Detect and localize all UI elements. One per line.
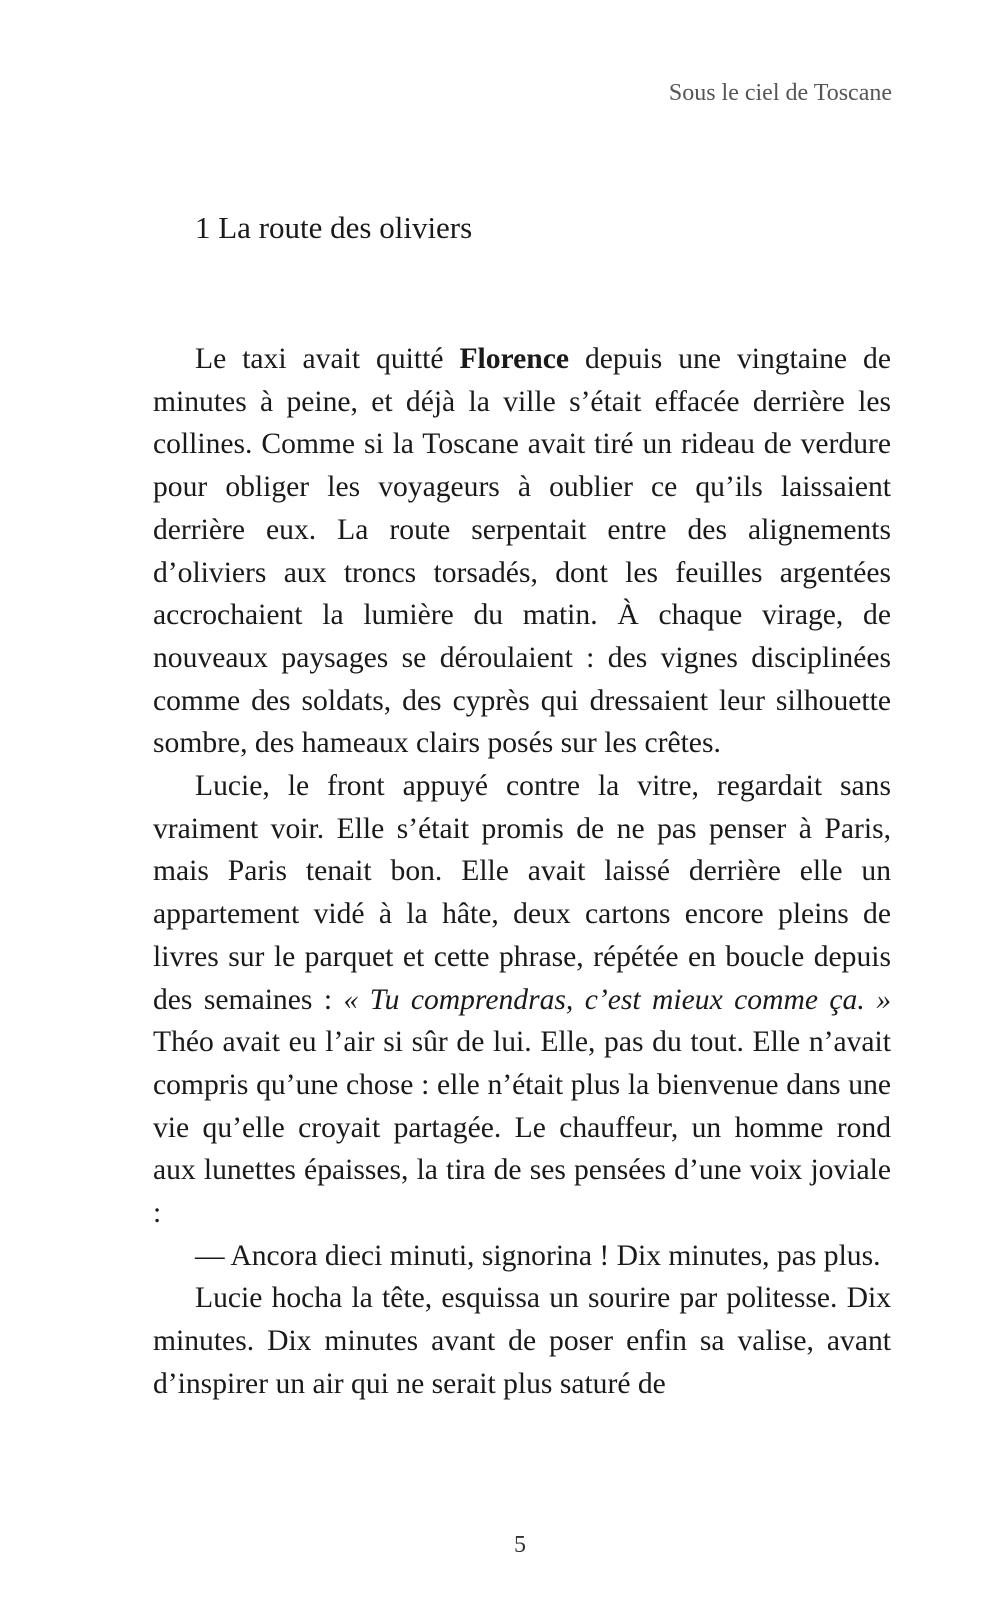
page-number: 5: [514, 1532, 526, 1558]
paragraph-1: [153, 338, 891, 765]
paragraph-1-start: Le taxi avait quitté: [195, 343, 460, 375]
paragraph-2-rest: Théo avait eu l’air si sûr de lui. Elle, pas du tout. Elle n’avait compris qu’une chose : elle n’était plus la bienvenue dans une vie qu’elle croyait partagée. Le chauffeur, un homme rond aux lunettes épaisses, la tira de ses pensées d’une voix joviale :: [153, 1026, 891, 1230]
chapter-title: 1 La route des oliviers: [195, 210, 473, 245]
bold-word-florence: Florence: [459, 343, 569, 375]
body-text: [153, 338, 891, 1406]
paragraph-4: Lucie hocha la tête, esquissa un sourire par politesse. Dix minutes. Dix minutes avant de poser enfin sa valise, avant d’inspirer un air qui ne serait plus saturé de: [153, 1282, 891, 1400]
paragraph-2-start: Lucie, le front appuyé contre la vitre, regardait sans vraiment voir. Elle s’était promis de ne pas penser à Paris, mais Paris tenait bon. Elle avait laissé derrière elle un appartement vidé à la hâte, deux cartons encore pleins de livres sur le parquet et cette phrase, répétée en boucle depuis des semaines :: [153, 770, 891, 1016]
running-header: Sous le ciel de Toscane: [668, 80, 892, 106]
paragraph-3-dialogue: — Ancora dieci minuti, signorina ! Dix minutes, pas plus.: [195, 1239, 881, 1272]
italic-quote: « Tu comprendras, c’est mieux comme ça. »: [343, 983, 891, 1016]
paragraph-1-rest: depuis une vingtaine de minutes à peine, et déjà la ville s’était effacée derrière les collines. Comme si la Toscane avait tiré un rideau de verdure pour obliger les voyageurs à oublier ce qu’ils laissaient derrière eux. La route serpentait entre des alignements d’oliviers aux troncs torsadés, dont les feuilles argentées accrochaient la lumière du matin. À chaque virage, de nouveaux paysages se déroulaient : des vignes disciplinées comme des soldats, des cyprès qui dressaient leur silhouette sombre, des hameaux clairs posés sur les crêtes.: [153, 343, 891, 760]
paragraph-2: [153, 765, 891, 1235]
